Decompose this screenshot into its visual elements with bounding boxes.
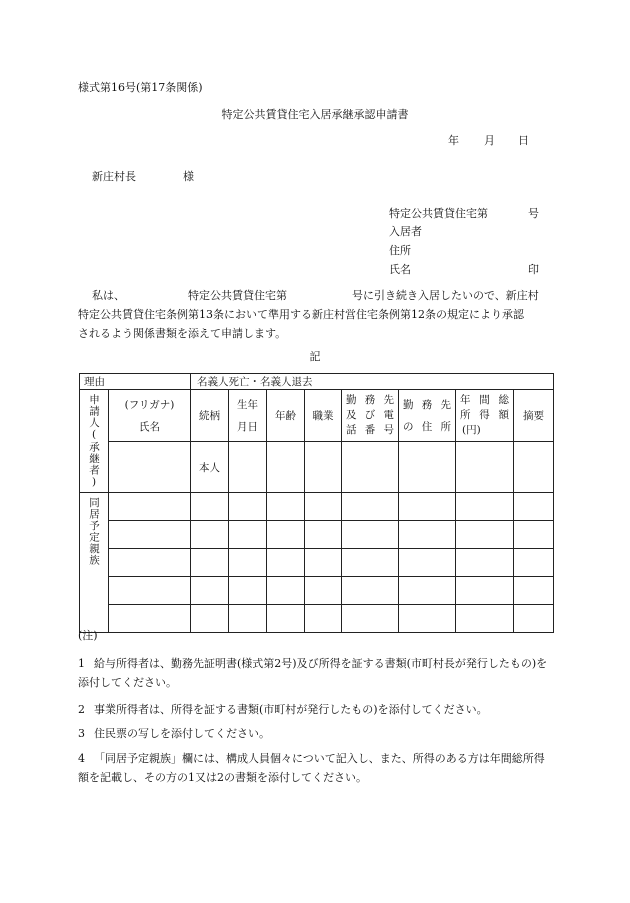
note-4: 4 「同居予定親族」欄には、構成人員個々について記入し、また、所得のある方は年間総所得額を記載し、その方の1又は2の書類を添付してください。 [78,752,545,784]
notes-header: (注) [78,629,98,642]
family-cell[interactable] [267,605,305,633]
family-cell[interactable] [342,605,399,633]
family-cell[interactable] [229,577,267,605]
family-cell[interactable] [456,605,514,633]
applicant-section-label: 申請人(承継者) [80,390,109,493]
document-title: 特定公共賃貸住宅入居承継承認申請書 [221,108,409,121]
family-cell[interactable] [109,521,191,549]
date-year: 年 [448,134,459,147]
applicant-housing-no: 号 [528,207,539,220]
furigana-name-header: (フリガナ) 氏名 [109,390,191,442]
applicant-income-cell[interactable] [456,442,514,493]
family-cell[interactable] [191,549,229,577]
applicant-name: 氏名 [389,263,411,276]
work-phone-header: 勤務先 及び電 話番号 [342,390,399,442]
application-table [79,373,554,633]
family-cell[interactable] [229,549,267,577]
applicant-occupation-cell[interactable] [305,442,342,493]
family-cell[interactable] [229,521,267,549]
birthdate-header: 生年 月日 [229,390,267,442]
family-cell[interactable] [399,577,456,605]
family-cell[interactable] [191,605,229,633]
applicant-birthdate-cell[interactable] [229,442,267,493]
family-cell[interactable] [514,493,554,521]
date-month: 月 [484,134,495,147]
family-cell[interactable] [342,493,399,521]
body-line3: されるよう関係書類を添えて申請します。 [78,327,287,340]
applicant-remarks-cell[interactable] [514,442,554,493]
body-line1-c: 号に引き続き入居したいので、新庄村 [352,289,539,302]
family-cell[interactable] [342,549,399,577]
family-cell[interactable] [109,549,191,577]
family-cell[interactable] [191,493,229,521]
ki-mark: 記 [309,350,321,363]
family-cell[interactable] [267,521,305,549]
applicant-housing: 特定公共賃貸住宅第 [389,207,488,220]
family-cell[interactable] [267,493,305,521]
family-cell[interactable] [229,493,267,521]
family-cell[interactable] [342,521,399,549]
family-cell[interactable] [514,549,554,577]
applicant-age-cell[interactable] [267,442,305,493]
remarks-header: 摘要 [514,390,554,442]
family-cell[interactable] [109,605,191,633]
family-cell[interactable] [305,521,342,549]
family-cell[interactable] [514,521,554,549]
family-cell[interactable] [456,549,514,577]
family-cell[interactable] [399,493,456,521]
date-day: 日 [518,134,529,147]
annual-income-header: 年間総 所得額 (円) [456,390,514,442]
note-3: 3 住民票の写しを添付してください。 [78,727,270,740]
family-cell[interactable] [305,549,342,577]
body-line1-a: 私は、 [92,289,125,302]
family-cell[interactable] [399,521,456,549]
relation-header: 続柄 [191,390,229,442]
note-1: 1 給与所得者は、勤務先証明書(様式第2号)及び所得を証する書類(市町村長が発行したもの)を添付してください。 [78,657,548,689]
family-cell[interactable] [305,577,342,605]
age-header: 年齢 [267,390,305,442]
reason-value: 名義人死亡・名義人退去 [191,374,554,390]
applicant-resident: 入居者 [389,225,422,238]
body-line1-b: 特定公共賃貸住宅第 [188,289,287,302]
family-cell[interactable] [267,549,305,577]
family-cell[interactable] [456,521,514,549]
family-cell[interactable] [514,605,554,633]
reason-label: 理由 [80,374,191,390]
applicant-name-cell[interactable] [109,442,191,493]
family-cell[interactable] [399,605,456,633]
body-line2: 特定公共賃貸住宅条例第13条において準用する新庄村営住宅条例第12条の規定により承認 [78,308,524,321]
family-cell[interactable] [305,605,342,633]
family-cell[interactable] [191,521,229,549]
addressee-name: 新庄村長 [92,170,136,183]
applicant-work-address-cell[interactable] [399,442,456,493]
family-cell[interactable] [456,493,514,521]
family-cell[interactable] [305,493,342,521]
seal-mark: 印 [528,263,539,276]
addressee-honorific: 様 [183,170,194,183]
occupation-header: 職業 [305,390,342,442]
applicant-work-phone-cell[interactable] [342,442,399,493]
family-cell[interactable] [229,605,267,633]
work-address-header: 勤務先 の住所 [399,390,456,442]
form-number: 様式第16号(第17条関係) [78,81,203,94]
applicant-relation-cell: 本人 [191,442,229,493]
family-cell[interactable] [456,577,514,605]
family-section-label: 同居予定親族 [80,493,109,633]
family-cell[interactable] [514,577,554,605]
applicant-address: 住所 [389,244,411,257]
family-cell[interactable] [109,493,191,521]
family-cell[interactable] [267,577,305,605]
note-2: 2 事業所得者は、所得を証する書類(市町村が発行したもの)を添付してください。 [78,703,488,716]
family-cell[interactable] [342,577,399,605]
family-cell[interactable] [399,549,456,577]
family-cell[interactable] [191,577,229,605]
family-cell[interactable] [109,577,191,605]
